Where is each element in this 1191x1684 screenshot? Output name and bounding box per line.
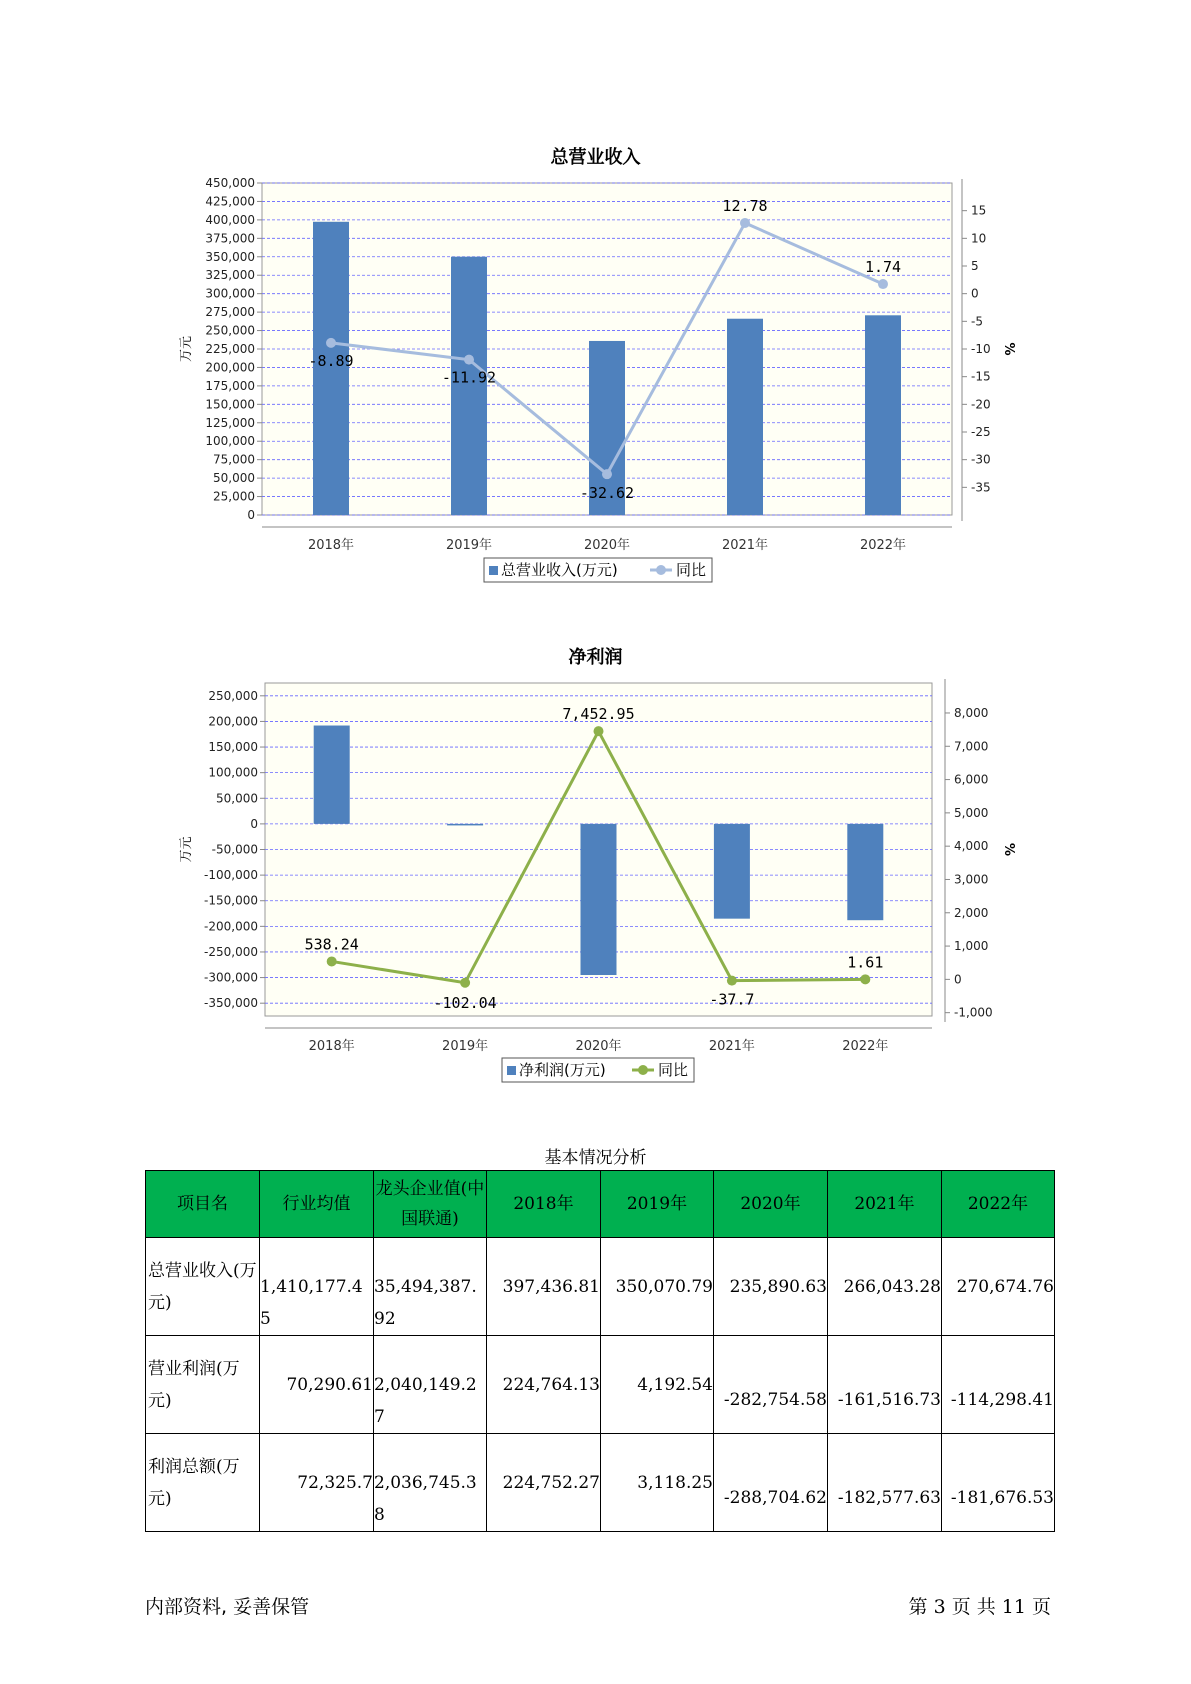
y-right-tick-label: -15 (971, 369, 991, 384)
cell-2018: 224,752.27 (487, 1434, 601, 1532)
y-tick-label: 250,000 (205, 323, 255, 338)
y-right-tick-label: -5 (971, 314, 983, 329)
y-tick-label: 50,000 (213, 471, 255, 486)
cell-leader: 2,036,745.38 (374, 1434, 487, 1532)
revenue-chart-title: 总营业收入 (550, 147, 641, 168)
analysis-table (145, 1170, 1055, 1532)
y-right-tick-label: 10 (971, 231, 987, 246)
cell-2022: 270,674.76 (942, 1238, 1055, 1336)
footer-confidential-note: 内部资料, 妥善保管 (145, 1596, 310, 1618)
bar (447, 824, 483, 826)
legend-line-label: 同比 (658, 1061, 689, 1079)
line-point (326, 338, 336, 348)
row-name: 营业利润(万元) (146, 1336, 260, 1434)
y-tick-label: 100,000 (205, 434, 255, 449)
y-tick-label: 250,000 (208, 688, 258, 703)
line-point (602, 469, 612, 479)
line-point (460, 978, 470, 988)
y-tick-label: 425,000 (205, 194, 255, 209)
y-right-tick-label: 7,000 (954, 739, 989, 754)
x-tick-label: 2019年 (442, 1039, 489, 1054)
legend-bar-label: 总营业收入(万元) (501, 561, 618, 579)
line-point (860, 974, 870, 984)
y-tick-label: -100,000 (204, 868, 258, 883)
bar (314, 726, 350, 824)
y-tick-label: 150,000 (208, 740, 258, 755)
y-right-tick-label: 8,000 (954, 705, 989, 720)
revenue-chart (0, 170, 1191, 590)
line-point (327, 956, 337, 966)
cell-leader: 2,040,149.27 (374, 1336, 487, 1434)
y-tick-label: 400,000 (205, 212, 255, 227)
y-right-tick-label: 5,000 (954, 805, 989, 820)
bar (865, 315, 901, 515)
y-right-tick-label: 0 (954, 972, 962, 987)
data-label: 7,452.95 (562, 705, 635, 724)
cell-2020: 235,890.63 (714, 1238, 828, 1336)
bar (581, 824, 617, 975)
table-header-row (146, 1171, 1055, 1238)
y-right-tick-label: 0 (971, 286, 979, 301)
y-axis-title: 万元 (179, 836, 194, 863)
y-right-tick-label: -20 (971, 397, 991, 412)
x-tick-label: 2022年 (859, 538, 907, 553)
y-right-tick-label: 5 (971, 259, 979, 273)
y-tick-label: 50,000 (216, 791, 258, 806)
x-tick-label: 2020年 (583, 538, 631, 553)
y-tick-label: 75,000 (213, 452, 255, 467)
y-right-tick-label: -1,000 (954, 1005, 993, 1020)
y-tick-label: 450,000 (205, 176, 255, 190)
x-tick-label: 2021年 (721, 538, 769, 553)
data-label: -8.89 (308, 351, 354, 370)
cell-2022: -181,676.53 (942, 1434, 1055, 1532)
y-tick-label: -300,000 (204, 970, 258, 985)
cell-2021: -161,516.73 (828, 1336, 942, 1434)
legend-bar-swatch (489, 566, 498, 575)
y-right-tick-label: 2,000 (954, 905, 989, 920)
line-point (464, 355, 474, 365)
y-right-tick-label: -30 (971, 452, 991, 467)
y-tick-label: 25,000 (213, 489, 255, 504)
cell-2022: -114,298.41 (942, 1336, 1055, 1434)
y-tick-label: -150,000 (204, 893, 258, 908)
data-label: 538.24 (304, 935, 359, 954)
y-tick-label: 100,000 (208, 765, 258, 780)
table-row (146, 1336, 1055, 1434)
y-tick-label: 325,000 (205, 268, 255, 283)
data-label: 1.61 (847, 953, 884, 972)
line-point (727, 976, 737, 986)
cell-2019: 3,118.25 (601, 1434, 714, 1532)
y-tick-label: -200,000 (204, 919, 258, 934)
header-2020: 2020年 (714, 1171, 828, 1238)
profit-chart-title: 净利润 (568, 647, 623, 668)
legend-line-label: 同比 (676, 561, 707, 579)
legend-line-marker (656, 565, 666, 575)
y-tick-label: 225,000 (205, 342, 255, 356)
data-label: -11.92 (441, 368, 497, 387)
y-tick-label: 300,000 (205, 286, 255, 301)
y-right-tick-label: -10 (971, 342, 991, 356)
y-right-tick-label: 3,000 (954, 872, 989, 887)
cell-avg: 72,325.7 (260, 1434, 374, 1532)
y-tick-label: 175,000 (205, 378, 255, 393)
cell-2018: 224,764.13 (487, 1336, 601, 1434)
y-tick-label: 275,000 (205, 305, 255, 320)
x-tick-label: 2020年 (575, 1039, 622, 1054)
y-tick-label: 150,000 (205, 397, 255, 412)
legend-line-marker (638, 1065, 648, 1075)
data-label: -32.62 (579, 484, 635, 503)
y-tick-label: 200,000 (205, 360, 255, 375)
y-tick-label: 125,000 (205, 415, 255, 430)
y-tick-label: -50,000 (211, 842, 258, 857)
table-row (146, 1238, 1055, 1336)
line-point (594, 726, 604, 736)
y-right-tick-label: 15 (971, 203, 987, 218)
x-tick-label: 2021年 (708, 1039, 755, 1054)
line-point (740, 218, 750, 228)
y-right-axis-title: % (1001, 342, 1016, 356)
cell-2018: 397,436.81 (487, 1238, 601, 1336)
cell-2020: -288,704.62 (714, 1434, 828, 1532)
row-name: 总营业收入(万元) (146, 1238, 260, 1336)
row-name: 利润总额(万元) (146, 1434, 260, 1532)
cell-2019: 4,192.54 (601, 1336, 714, 1434)
x-tick-label: 2018年 (307, 538, 355, 553)
header-leader: 龙头企业值(中国联通) (374, 1171, 487, 1238)
y-right-axis-title: % (1001, 842, 1016, 857)
y-tick-label: 375,000 (205, 231, 255, 246)
y-tick-label: 0 (250, 816, 258, 831)
data-label: 12.78 (722, 196, 768, 215)
y-right-tick-label: -35 (971, 480, 991, 495)
cell-2021: 266,043.28 (828, 1238, 942, 1336)
y-tick-label: 0 (247, 508, 255, 522)
cell-avg: 70,290.61 (260, 1336, 374, 1434)
x-tick-label: 2022年 (842, 1039, 889, 1054)
y-right-tick-label: 6,000 (954, 772, 989, 787)
y-right-tick-label: 1,000 (954, 939, 989, 954)
cell-2019: 350,070.79 (601, 1238, 714, 1336)
y-right-tick-label: 4,000 (954, 839, 989, 854)
x-tick-label: 2018年 (308, 1039, 355, 1054)
legend-bar-label: 净利润(万元) (519, 1061, 606, 1079)
header-industry-avg: 行业均值 (260, 1171, 374, 1238)
y-axis-title: 万元 (179, 335, 194, 363)
bar (847, 824, 883, 920)
header-2022: 2022年 (942, 1171, 1055, 1238)
data-label: -102.04 (433, 993, 497, 1012)
y-tick-label: -250,000 (204, 944, 258, 959)
bar (727, 319, 763, 515)
table-row (146, 1434, 1055, 1532)
bar (714, 824, 750, 919)
header-2018: 2018年 (487, 1171, 601, 1238)
header-item: 项目名 (146, 1171, 260, 1238)
cell-2020: -282,754.58 (714, 1336, 828, 1434)
y-tick-label: -350,000 (204, 996, 258, 1011)
line-point (878, 279, 888, 289)
x-tick-label: 2019年 (445, 538, 493, 553)
profit-chart (0, 670, 1191, 1090)
data-label: 1.74 (864, 258, 902, 277)
y-right-tick-label: -25 (971, 425, 991, 439)
legend-bar-swatch (507, 1066, 516, 1075)
cell-avg: 1,410,177.45 (260, 1238, 374, 1336)
header-2021: 2021年 (828, 1171, 942, 1238)
y-tick-label: 200,000 (208, 714, 258, 729)
data-label: -37.7 (709, 990, 755, 1009)
cell-leader: 35,494,387.92 (374, 1238, 487, 1336)
y-tick-label: 350,000 (205, 249, 255, 264)
table-caption: 基本情况分析 (544, 1148, 647, 1168)
footer-page-number: 第 3 页 共 11 页 (908, 1596, 1051, 1618)
cell-2021: -182,577.63 (828, 1434, 942, 1532)
header-2019: 2019年 (601, 1171, 714, 1238)
